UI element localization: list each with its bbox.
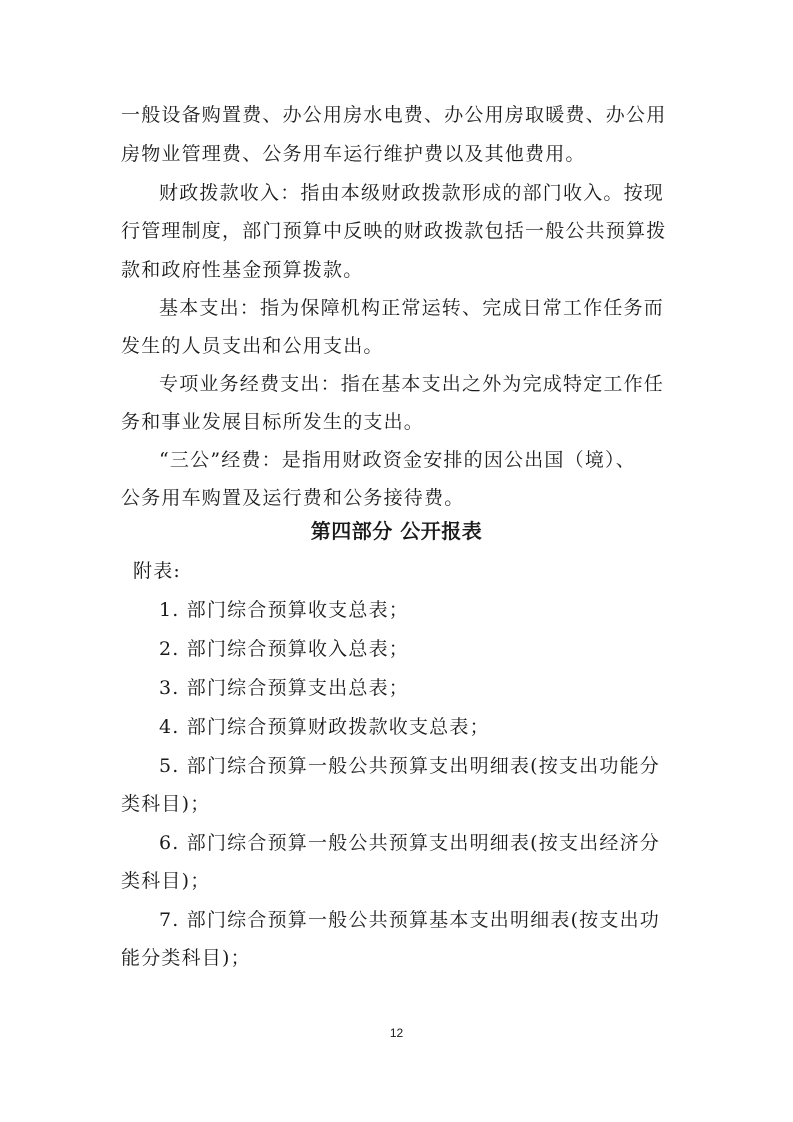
paragraph-line: 房物业管理费、公务用车运行维护费以及其他费用。	[121, 143, 586, 165]
attachment-item-continued: 能分类科目)；	[121, 947, 251, 969]
attachment-item: 1. 部门综合预算收支总表；	[159, 599, 409, 621]
attachment-item-continued: 类科目)；	[121, 870, 211, 892]
attachments-label: 附表:	[133, 560, 182, 582]
attachment-item: 6. 部门综合预算一般公共预算支出明细表(按支出经济分	[159, 832, 660, 854]
paragraph-line: 款和政府性基金预算拨款。	[121, 259, 364, 281]
attachment-item: 5. 部门综合预算一般公共预算支出明细表(按支出功能分	[159, 755, 660, 777]
paragraph-line: 务和事业发展目标所发生的支出。	[121, 411, 425, 433]
paragraph-line: 专项业务经费支出：指在基本支出之外为完成特定工作任	[159, 373, 665, 395]
attachment-item: 4. 部门综合预算财政拨款收支总表；	[159, 716, 490, 738]
paragraph-line: “三公”经费：是指用财政资金安排的因公出国（境）、	[159, 449, 636, 471]
paragraph-line: 财政拨款收入：指由本级财政拨款形成的部门收入。按现	[159, 182, 665, 204]
attachment-item: 3. 部门综合预算支出总表；	[159, 677, 409, 699]
paragraph-line: 公务用车购置及运行费和公务接待费。	[121, 487, 465, 509]
section-heading: 第四部分 公开报表	[310, 519, 483, 543]
attachment-item: 2. 部门综合预算收入总表；	[159, 638, 409, 660]
paragraph-line: 行管理制度，部门预算中反映的财政拨款包括一般公共预算拨	[121, 220, 667, 242]
attachment-item: 7. 部门综合预算一般公共预算基本支出明细表(按支出功	[159, 909, 660, 931]
page-number: 12	[389, 1026, 404, 1040]
attachment-item-continued: 类科目)；	[121, 793, 211, 815]
paragraph-line: 发生的人员支出和公用支出。	[121, 335, 384, 357]
paragraph-line: 基本支出：指为保障机构正常运转、完成日常工作任务而	[159, 297, 665, 319]
paragraph-line: 一般设备购置费、办公用房水电费、办公用房取暖费、办公用	[121, 104, 667, 126]
